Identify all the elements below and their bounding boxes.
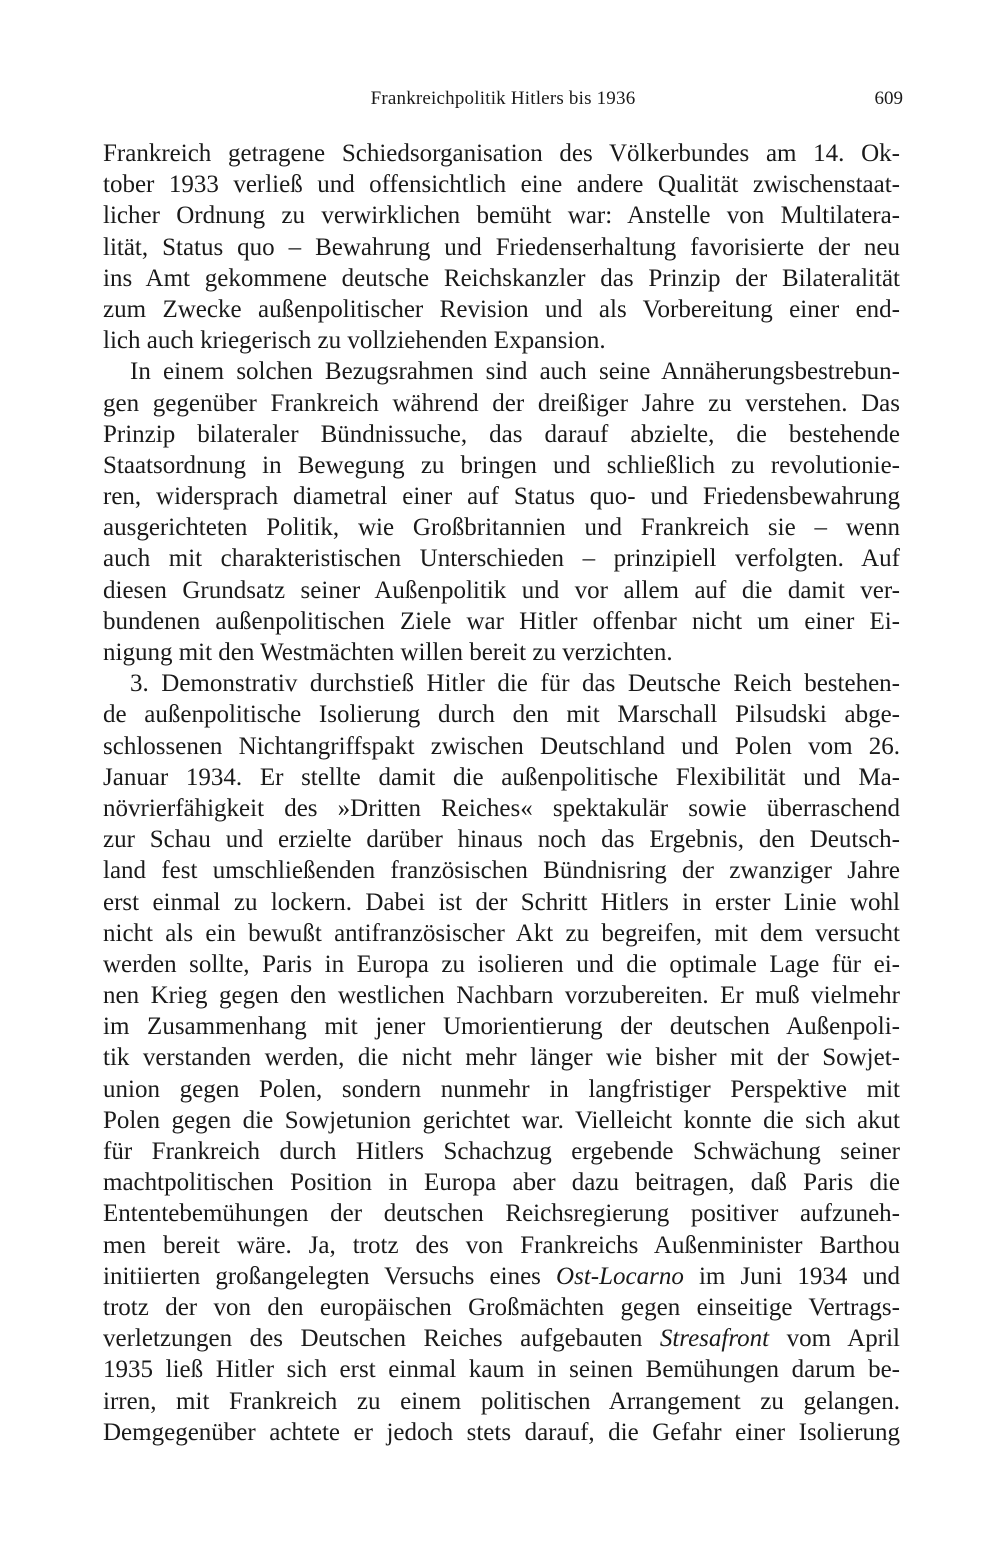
text-line: men bereit wäre. Ja, trotz des von Frankreichs Außenminister Barthou [103, 1231, 900, 1259]
text-line: In einem solchen Bezugsrahmen sind auch seine Annäherungsbestrebun- [130, 358, 900, 386]
running-title: Frankreichpolitik Hitlers bis 1936 [370, 88, 636, 109]
text-line: tik verstanden werden, die nicht mehr länger wie bisher mit der Sowjet- [103, 1044, 900, 1072]
italic-term: Ost-Locarno [556, 1262, 684, 1290]
text-line: auch mit charakteristischen Unterschieden – prinzipiell verfolgten. Auf [103, 545, 900, 573]
text-line: Prinzip bilateraler Bündnissuche, das darauf abzielte, die bestehende [103, 420, 900, 448]
text-line: Ententebemühungen der deutschen Reichsregierung positiver aufzuneh- [103, 1200, 900, 1228]
text-fragment: im Juni 1934 und [683, 1262, 900, 1290]
text-line: Demgegenüber achtete er jedoch stets darauf, die Gefahr einer Isolierung [103, 1418, 900, 1446]
text-line: union gegen Polen, sondern nunmehr in langfristiger Perspektive mit [103, 1075, 900, 1103]
text-line: werden sollte, Paris in Europa zu isolieren und die optimale Lage für ei- [103, 950, 900, 978]
text-line [103, 1261, 900, 1292]
text-line: zum Zwecke außenpolitischer Revision und als Vorbereitung einer end- [103, 295, 900, 323]
text-line: land fest umschließenden französischen Bündnisring der zwanziger Jahre [103, 857, 900, 885]
text-line: Polen gegen die Sowjetunion gerichtet war. Vielleicht konnte die sich akut [103, 1106, 900, 1134]
text-fragment: verletzungen des Deutschen Reiches aufgebauten [103, 1325, 660, 1353]
text-line: licher Ordnung zu verwirklichen bemüht war: Anstelle von Multilatera- [103, 202, 900, 230]
text-line: nicht als ein bewußt antifranzösischer Akt zu begreifen, mit dem versucht [103, 919, 900, 947]
text-line: für Frankreich durch Hitlers Schachzug ergebende Schwächung seiner [103, 1138, 900, 1165]
text-line: növrierfähigkeit des »Dritten Reiches« spektakulär sowie überraschend [103, 794, 900, 822]
text-line: Frankreich getragene Schiedsorganisation des Völkerbundes am 14. Ok- [103, 140, 900, 167]
body-text [103, 138, 900, 1448]
text-fragment: vom April [769, 1325, 900, 1353]
text-line: tober 1933 verließ und offensichtlich eine andere Qualität zwischenstaat- [103, 171, 900, 199]
text-line: gen gegenüber Frankreich während der dreißiger Jahre zu verstehen. Das [103, 389, 900, 417]
text-line: lität, Status quo – Bewahrung und Friedenserhaltung favorisierte der neu [103, 233, 900, 261]
text-line: lich auch kriegerisch zu vollziehenden Expansion. [103, 327, 606, 355]
text-line: schlossenen Nichtangriffspakt zwischen Deutschland und Polen vom 26. [103, 732, 900, 760]
text-line: ins Amt gekommene deutsche Reichskanzler das Prinzip der Bilateralität [103, 264, 900, 292]
text-line [103, 1323, 900, 1354]
text-line: diesen Grundsatz seiner Außenpolitik und vor allem auf die damit ver- [103, 576, 900, 604]
text-line: trotz der von den europäischen Großmächten gegen einseitige Vertrags- [103, 1293, 900, 1321]
text-line: ren, widersprach diametral einer auf Status quo- und Friedensbewahrung [103, 483, 900, 511]
text-line: erst einmal zu lockern. Dabei ist der Schritt Hitlers in erster Linie wohl [103, 888, 900, 916]
text-line: im Zusammenhang mit jener Umorientierung der deutschen Außenpoli- [103, 1013, 900, 1041]
page-number: 609 [874, 88, 903, 109]
text-line: nen Krieg gegen den westlichen Nachbarn vorzubereiten. Er muß vielmehr [103, 982, 900, 1010]
text-line: Januar 1934. Er stellte damit die außenpolitische Flexibilität und Ma- [103, 763, 900, 791]
text-line: 1935 ließ Hitler sich erst einmal kaum in seinen Bemühungen darum be- [103, 1356, 900, 1384]
running-head [103, 84, 903, 114]
text-line: 3. Demonstrativ durchstieß Hitler die für das Deutsche Reich bestehen- [130, 670, 900, 698]
text-line: de außenpolitische Isolierung durch den mit Marschall Pilsudski abge- [103, 701, 900, 729]
text-line: irren, mit Frankreich zu einem politischen Arrangement zu gelangen. [103, 1387, 900, 1415]
text-line: ausgerichteten Politik, wie Großbritannien und Frankreich sie – wenn [103, 514, 900, 542]
text-line: machtpolitischen Position in Europa aber dazu beitragen, daß Paris die [103, 1169, 900, 1197]
text-line: nigung mit den Westmächten willen bereit zu verzichten. [103, 639, 673, 666]
text-line: Staatsordnung in Bewegung zu bringen und schließlich zu revolutionie- [103, 451, 900, 479]
text-fragment: initiierten großangelegten Versuchs eines [103, 1262, 557, 1290]
text-line: zur Schau und erzielte darüber hinaus noch das Ergebnis, den Deutsch- [103, 826, 900, 854]
text-line: bundenen außenpolitischen Ziele war Hitler offenbar nicht um einer Ei- [103, 607, 900, 635]
italic-term: Stresafront [659, 1325, 770, 1353]
